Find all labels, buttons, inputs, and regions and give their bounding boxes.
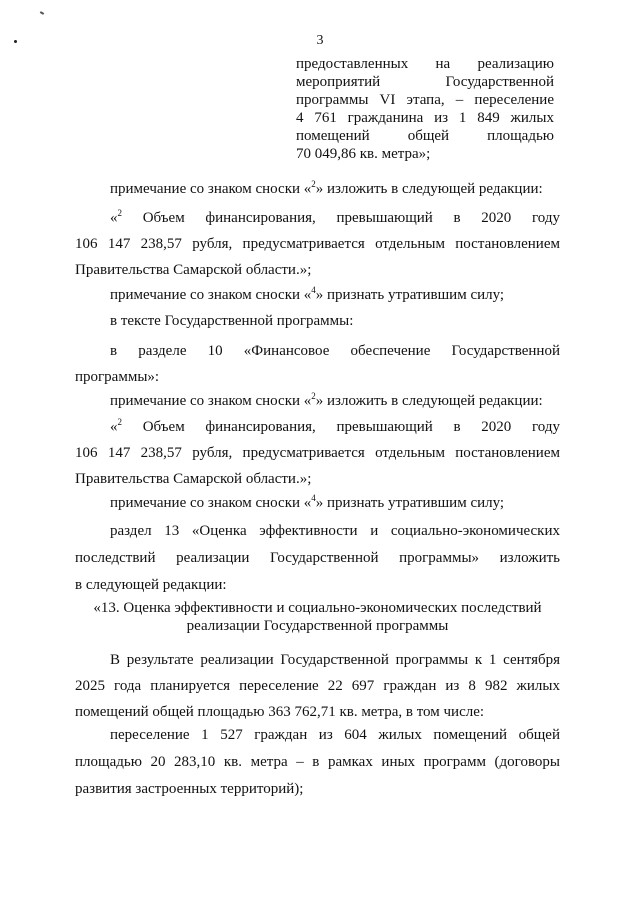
paragraph-3: в тексте Государственной программы: [110,313,354,329]
top-line-4: 4 761 гражданина из 1 849 жилых [296,110,554,126]
scan-mark [40,11,44,15]
top-line-2: мероприятий Государственной [296,74,554,90]
paragraph-8: В результате реализации Государственной программы к 1 сентября 2025 года планируется переселение 22 697 граждан из 8 982 жилых помещений общей площадью 363 762,71 кв. метра, в том числе: [75,652,560,720]
paragraph-9: переселение 1 527 граждан из 604 жилых помещений общей площадью 20 283,10 кв. метра – в рамках иных программ (договоры развития застроенных территорий); [75,727,560,797]
top-line-1: предоставленных на реализацию [296,56,554,72]
top-line-6: 70 049,86 кв. метра»; [296,146,431,162]
paragraph-2: примечание со знаком сноски «$^4$» признать утратившим силу; [110,285,505,303]
quote-1: «$^2$ Объем финансирования, превышающий в 2020 году 106 147 238,57 рубля, предусматривается отдельным постановлением Правительства Самарской области.»; [75,208,560,278]
section-heading: «13. Оценка эффективности и социально-экономических последствий реализации Государственной программы [93,600,542,634]
page-number: 3 [316,33,324,48]
paragraph-5: примечание со знаком сноски «$^2$» изложить в следующей редакции: [110,391,543,409]
paragraph-6: примечание со знаком сноски «$^4$» признать утратившим силу; [110,493,505,511]
paragraph-7: раздел 13 «Оценка эффективности и социально-экономических последствий реализации Государственной программы» изложить в следующей редакции: [75,523,560,593]
paragraph-4: в разделе 10 «Финансовое обеспечение Государственной программы»: [75,343,560,385]
top-line-3: программы VI этапа, – переселение [296,92,554,108]
top-block [296,55,554,163]
paragraph-1: примечание со знаком сноски «$^2$» изложить в следующей редакции: [110,179,543,197]
quote-2: «$^2$ Объем финансирования, превышающий в 2020 году 106 147 238,57 рубля, предусматривается отдельным постановлением Правительства Самарской области.»; [75,417,560,487]
top-line-5: помещений общей площадью [296,128,554,144]
